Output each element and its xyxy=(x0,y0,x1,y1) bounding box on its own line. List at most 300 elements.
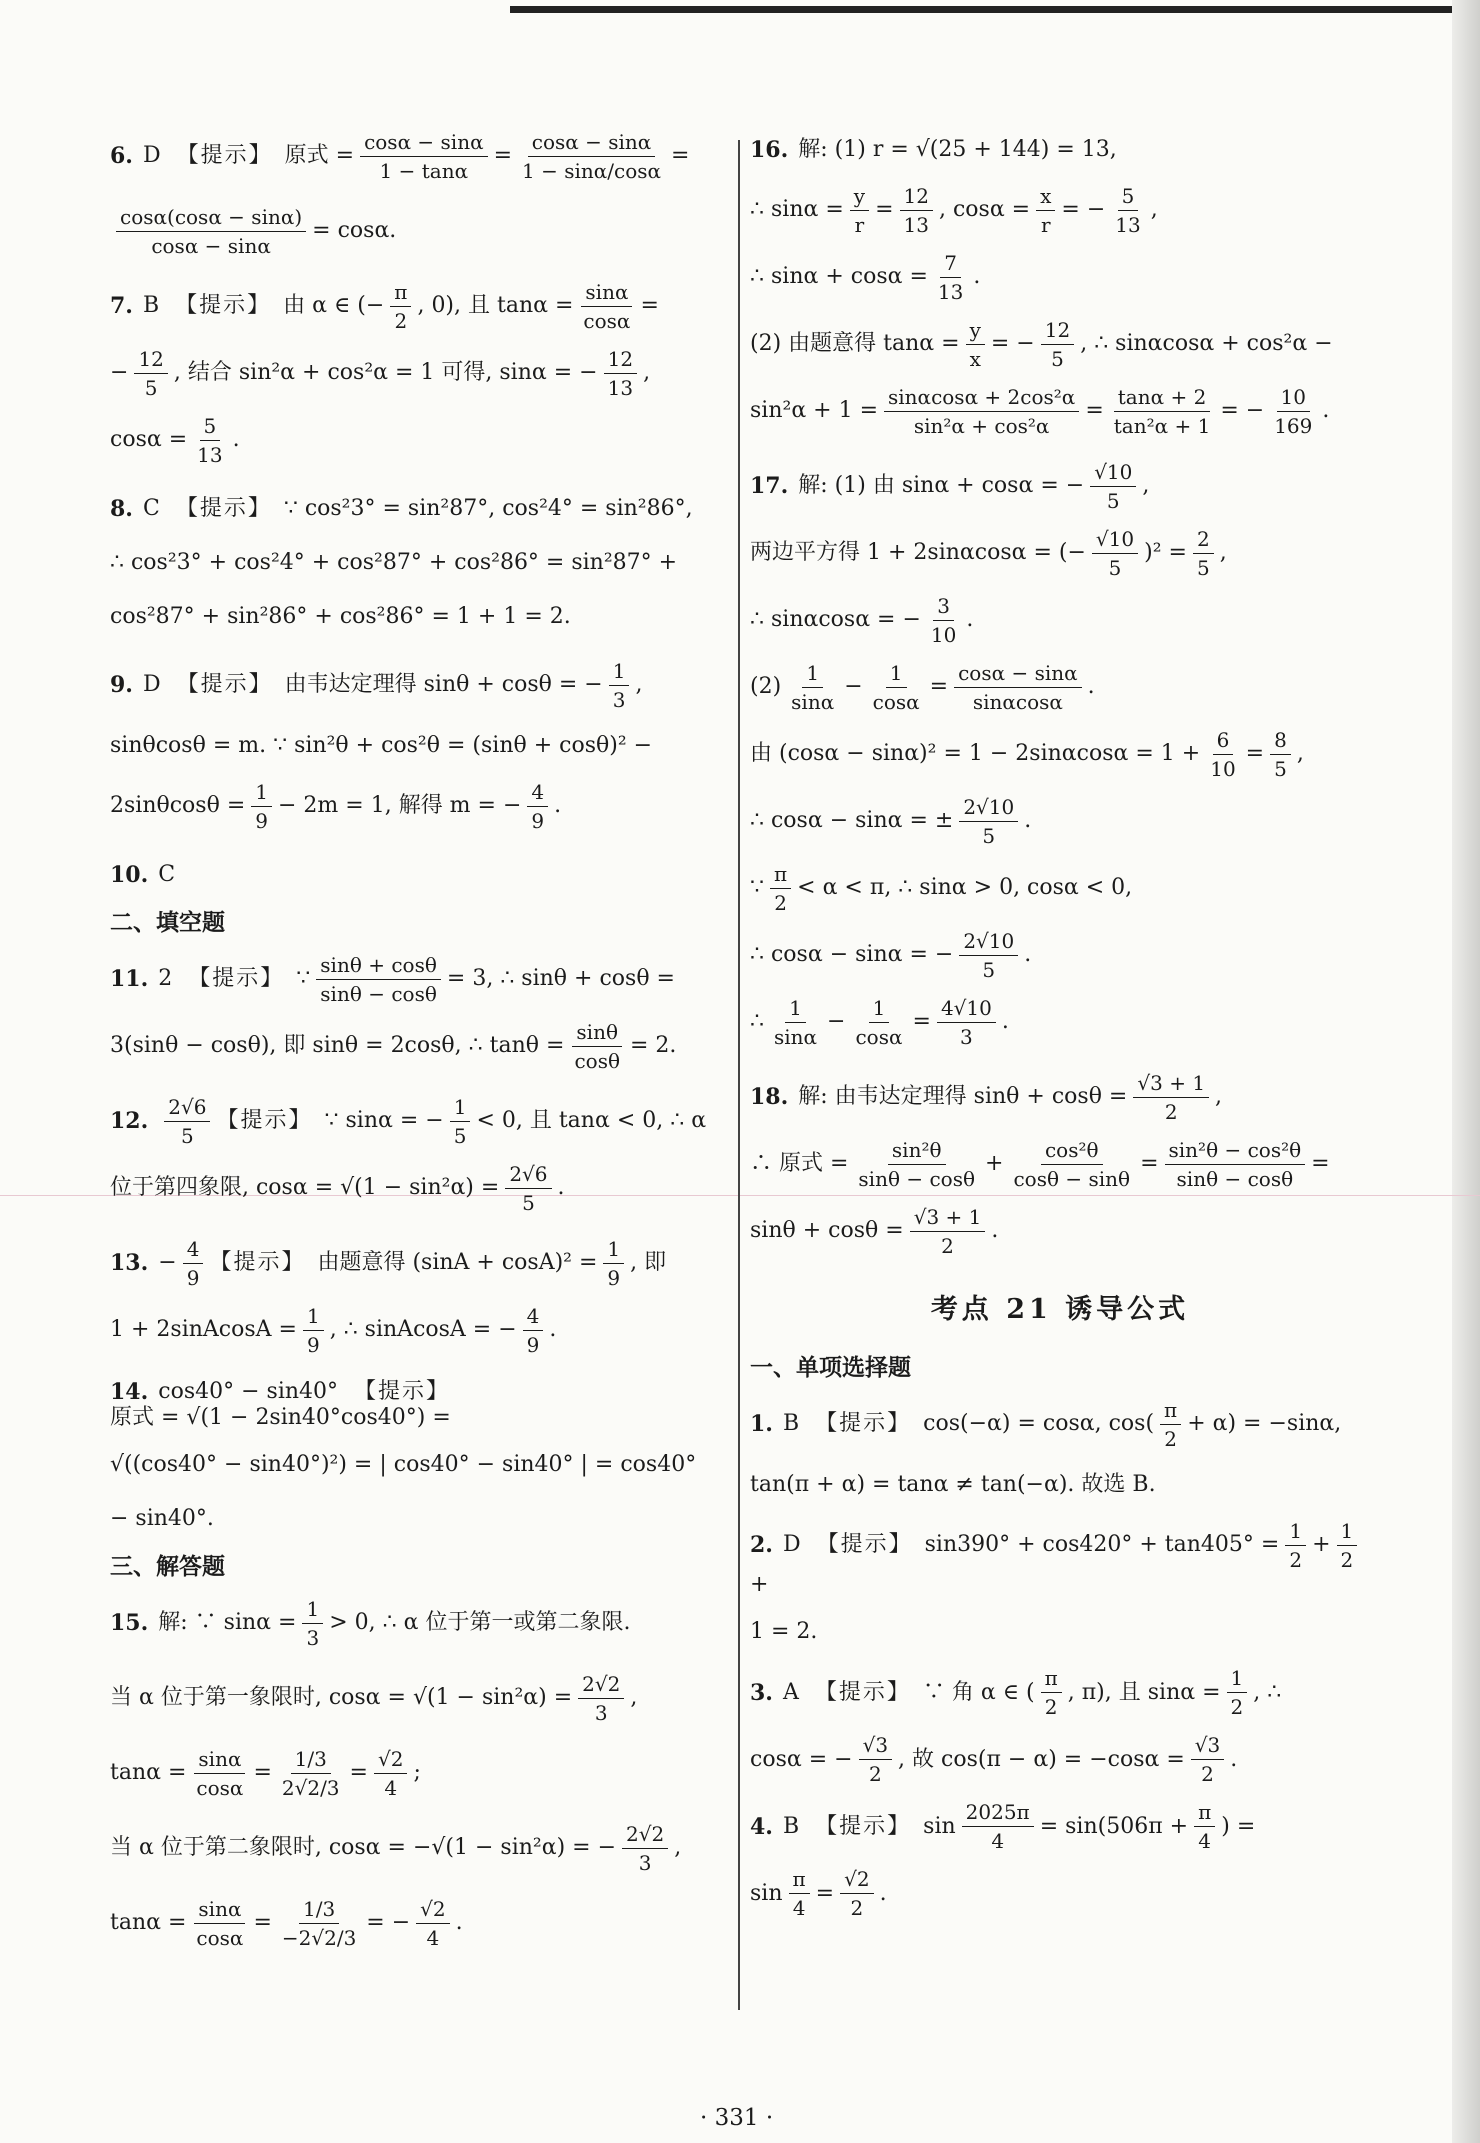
hint-label: 【提示】 xyxy=(175,495,272,521)
fraction xyxy=(1041,318,1074,371)
math-text: ∴ cos²3° + cos²4° + cos²87° + cos²86° = sin²87° + xyxy=(110,549,678,575)
choice-question-3 xyxy=(750,1666,1370,1719)
page-edge-shadow xyxy=(1452,0,1480,2143)
denominator: cosθ − sinθ xyxy=(1013,1167,1131,1191)
question-17-cont8 xyxy=(750,996,1370,1049)
math-text: + xyxy=(750,1571,769,1597)
fraction xyxy=(1092,527,1138,580)
numerator: 5 xyxy=(200,414,221,441)
denominator: 2 xyxy=(1340,1547,1354,1572)
section-heading: 二、填空题 xyxy=(110,909,225,936)
numerator: π xyxy=(770,862,791,889)
denominator: sinα xyxy=(774,1025,818,1049)
answer-choice: B xyxy=(782,1813,800,1839)
fraction xyxy=(604,347,637,400)
math-text: √((cos40° − sin40°)²) = | cos40° − sin40° | = cos40° xyxy=(110,1452,697,1478)
math-text: ∴ sinαcosα = − xyxy=(750,607,921,633)
numerator: sinαcosα + 2cos²α xyxy=(884,385,1079,412)
math-text: , xyxy=(635,672,643,698)
question-6 xyxy=(110,130,730,183)
question-14-cont2 xyxy=(110,1499,730,1539)
math-text: − sin40°. xyxy=(110,1506,214,1532)
question-number: 4. xyxy=(750,1813,773,1840)
fraction xyxy=(360,130,488,183)
question-8-cont2 xyxy=(110,597,730,637)
numerator: sinα xyxy=(581,280,632,307)
denominator: 5 xyxy=(144,376,158,400)
denominator: 4 xyxy=(991,1829,1005,1854)
math-text: . xyxy=(966,607,974,633)
numerator: sinθ + cosθ xyxy=(316,953,441,980)
math-text: tan(π + α) = tanα ≠ tan(−α). 故选 B. xyxy=(750,1471,1156,1497)
question-17-cont6 xyxy=(750,862,1370,915)
denominator: cosα xyxy=(196,1775,244,1800)
math-text: , cosα = xyxy=(938,197,1031,223)
math-text: > 0, ∴ α 位于第一或第二象限. xyxy=(329,1610,631,1636)
denominator: 3 xyxy=(612,688,626,712)
fraction xyxy=(1337,1519,1358,1572)
math-text: sinθ + cosθ = xyxy=(750,1218,904,1244)
numerator: 1 xyxy=(609,659,630,686)
answer-fraction xyxy=(183,1237,204,1290)
hint-label: 【提示】 xyxy=(175,293,272,319)
fraction xyxy=(303,1304,324,1357)
math-text: < 0, 且 tanα < 0, ∴ α xyxy=(476,1107,707,1133)
numerator: 7 xyxy=(940,251,961,278)
fraction xyxy=(959,795,1018,848)
question-9 xyxy=(110,659,730,712)
answer-choice: B xyxy=(782,1411,800,1437)
fraction xyxy=(578,1672,624,1725)
denominator: 2√2/3 xyxy=(281,1775,340,1800)
math-text: sin xyxy=(923,1813,956,1839)
question-number: 1. xyxy=(750,1411,773,1438)
math-text: , xyxy=(643,360,651,386)
question-14-cont xyxy=(110,1445,730,1485)
numerator: 1 xyxy=(785,996,806,1023)
choice-question-4 xyxy=(750,1800,1370,1853)
fraction xyxy=(505,1162,551,1215)
math-text: = xyxy=(1311,1151,1330,1177)
denominator: 1 − sinα/cosα xyxy=(522,159,662,183)
math-text: . xyxy=(455,1910,463,1936)
numerator: 2√2 xyxy=(578,1672,624,1699)
question-16-cont4 xyxy=(750,385,1370,438)
fraction xyxy=(390,280,411,333)
numerator: y xyxy=(966,318,985,345)
question-11 xyxy=(110,953,730,1006)
fraction xyxy=(962,1800,1034,1853)
math-text: , 故 cos(π − α) = −cosα = xyxy=(898,1746,1185,1772)
math-text: 当 α 位于第二象限时, cosα = −√(1 − sin²α) = − xyxy=(110,1835,617,1861)
numerator: 1 xyxy=(802,661,823,688)
numerator: 12 xyxy=(1041,318,1074,345)
question-9-cont xyxy=(110,726,730,766)
question-17-cont5 xyxy=(750,795,1370,848)
fraction xyxy=(869,661,924,714)
fraction xyxy=(1191,1733,1224,1786)
question-13 xyxy=(110,1237,730,1290)
denominator: sinθ − cosθ xyxy=(858,1167,976,1191)
math-text: ∵ xyxy=(750,875,764,901)
math-text: sin390° + cos420° + tan405° = xyxy=(924,1532,1280,1558)
denominator: sinα xyxy=(791,690,835,714)
fraction xyxy=(278,1747,344,1800)
answer-choice: D xyxy=(142,672,161,698)
column-divider xyxy=(738,140,740,2010)
denominator: 4 xyxy=(1198,1829,1212,1854)
fraction xyxy=(1009,1138,1134,1191)
answer-choice: B xyxy=(142,293,160,319)
numerator: sinα xyxy=(194,1897,245,1924)
denominator: 13 xyxy=(607,376,634,400)
fraction xyxy=(934,251,967,304)
math-text: = xyxy=(1085,398,1104,424)
question-number: 8. xyxy=(110,495,133,522)
denominator: 9 xyxy=(255,809,268,833)
page-number: · 331 · xyxy=(700,2105,774,2131)
denominator: 10 xyxy=(930,623,957,647)
numerator: 2√6 xyxy=(505,1162,551,1189)
numerator: 4 xyxy=(527,780,548,807)
question-18 xyxy=(750,1071,1370,1124)
fraction xyxy=(1036,184,1055,237)
fraction xyxy=(518,130,665,183)
fraction xyxy=(966,318,985,371)
fraction xyxy=(854,1138,979,1191)
fraction xyxy=(416,1897,449,1950)
question-number: 13. xyxy=(110,1249,149,1276)
numerator: √2 xyxy=(416,1897,449,1924)
fraction xyxy=(609,659,630,712)
numerator: √3 xyxy=(1191,1733,1224,1760)
hint-label: 【提示】 xyxy=(354,1378,451,1404)
fraction xyxy=(787,661,838,714)
math-text: . xyxy=(549,1316,557,1342)
denominator: cosθ xyxy=(574,1048,620,1073)
question-number: 11. xyxy=(110,965,149,992)
math-text: , xyxy=(630,1685,638,1711)
question-number: 2. xyxy=(750,1532,773,1559)
math-text: cos²87° + sin²86° + cos²86° = 1 + 1 = 2. xyxy=(110,603,571,629)
numerator: cos²θ xyxy=(1041,1138,1103,1165)
math-text: − xyxy=(827,1009,846,1035)
question-number: 16. xyxy=(750,136,789,163)
math-text: = − xyxy=(1061,197,1106,223)
numerator: cosα − sinα xyxy=(360,130,488,157)
fraction xyxy=(770,862,791,915)
scan-top-bar xyxy=(510,6,1480,13)
numerator: 6 xyxy=(1213,728,1234,755)
numerator: cosα(cosα − sinα) xyxy=(116,205,306,232)
denominator: 5 xyxy=(522,1190,535,1215)
numerator: 1 xyxy=(303,1304,324,1331)
denominator: 2 xyxy=(1164,1100,1178,1124)
denominator: 3 xyxy=(594,1700,608,1725)
answer-value: 2 xyxy=(158,965,173,991)
fraction xyxy=(840,1867,873,1920)
math-text: , ∴ sinAcosA = − xyxy=(329,1316,517,1342)
question-number: 7. xyxy=(110,293,133,320)
question-number: 12. xyxy=(110,1107,149,1134)
numerator: 1 xyxy=(251,780,272,807)
question-15-cont4 xyxy=(110,1897,730,1950)
fraction xyxy=(251,780,272,833)
numerator: √3 xyxy=(859,1733,892,1760)
math-text: < α < π, ∴ sinα > 0, cosα < 0, xyxy=(797,875,1133,901)
denominator: 13 xyxy=(937,280,964,304)
denominator: 3 xyxy=(638,1850,652,1875)
math-text: ∴ sinα + cosα = xyxy=(750,264,928,290)
hint-label: 【提示】 xyxy=(816,1532,913,1558)
math-text: . xyxy=(557,1174,565,1200)
math-text: . xyxy=(1087,674,1095,700)
question-12-cont xyxy=(110,1162,730,1215)
numerator: π xyxy=(390,280,411,307)
math-text: 由 (cosα − sinα)² = 1 − 2sinαcosα = 1 + xyxy=(750,741,1201,767)
fraction xyxy=(134,347,167,400)
math-text: ∴ cosα − sinα = − xyxy=(750,942,954,968)
math-text: ∴ 原式 = xyxy=(750,1151,849,1177)
numerator: √3 + 1 xyxy=(1133,1071,1209,1098)
denominator: x xyxy=(969,347,981,371)
numerator: 4 xyxy=(183,1237,204,1264)
math-text: ∴ xyxy=(750,1009,764,1035)
question-14 xyxy=(110,1379,730,1432)
denominator: 5 xyxy=(1108,556,1122,580)
math-text: 解: ∵ sinα = xyxy=(158,1610,297,1636)
math-text: = − xyxy=(1220,398,1265,424)
math-text: 由题意得 (sinA + cosA)² = xyxy=(317,1249,598,1275)
question-15 xyxy=(110,1597,730,1650)
denominator: 4 xyxy=(792,1896,806,1921)
denominator: 13 xyxy=(903,213,929,237)
question-15-cont3 xyxy=(110,1822,730,1875)
fraction xyxy=(1206,728,1239,781)
numerator: 1 xyxy=(1337,1519,1358,1546)
question-17-cont7 xyxy=(750,929,1370,982)
math-text: 解: 由韦达定理得 sinθ + cosθ = xyxy=(798,1084,1128,1110)
fraction xyxy=(1133,1071,1209,1124)
numerator: √2 xyxy=(374,1747,407,1774)
fraction xyxy=(603,1237,624,1290)
denominator: 5 xyxy=(1274,757,1287,781)
choice-question-2 xyxy=(750,1519,1370,1598)
question-17-cont4 xyxy=(750,728,1370,781)
math-text: = xyxy=(349,1760,368,1786)
math-text: , ∴ xyxy=(1253,1679,1282,1705)
fraction xyxy=(1227,1666,1248,1719)
math-text: . xyxy=(554,793,562,819)
denominator: 5 xyxy=(982,958,996,982)
math-text: sinθcosθ = m. ∵ sin²θ + cos²θ = (sinθ + cosθ)² − xyxy=(110,732,653,758)
denominator: sinθ − cosθ xyxy=(320,981,437,1006)
fraction xyxy=(954,661,1082,714)
math-text: )² = xyxy=(1144,540,1187,566)
denominator: 2 xyxy=(868,1762,882,1787)
math-text: 1 + 2sinAcosA = xyxy=(110,1316,297,1342)
denominator: cosα xyxy=(872,690,920,714)
math-text: = 3, ∴ sinθ + cosθ = xyxy=(446,965,675,991)
fraction xyxy=(450,1095,471,1148)
math-text: , π), 且 sinα = xyxy=(1067,1679,1221,1705)
question-7-cont2 xyxy=(110,414,730,467)
denominator: 9 xyxy=(531,809,545,833)
hint-label: 【提示】 xyxy=(176,672,273,698)
denominator: 9 xyxy=(607,1265,621,1290)
math-text: ∵ sinα = − xyxy=(324,1107,444,1133)
choice-question-4-cont xyxy=(750,1867,1370,1920)
question-18-cont xyxy=(750,1138,1370,1191)
fraction xyxy=(316,953,441,1006)
denominator: sinαcosα xyxy=(972,690,1063,714)
denominator: tan²α + 1 xyxy=(1113,414,1211,438)
numerator: 1 xyxy=(450,1095,471,1122)
math-text: 原式 = √(1 − 2sin40°cos40°) = xyxy=(110,1404,451,1430)
denominator: 2 xyxy=(1164,1426,1177,1451)
math-text: 由 α ∈ (− xyxy=(283,293,385,319)
math-text: = xyxy=(929,674,949,700)
numerator: cosα − sinα xyxy=(528,130,656,157)
math-text: , xyxy=(1296,741,1304,767)
denominator: 169 xyxy=(1274,414,1313,438)
question-number: 17. xyxy=(750,473,789,500)
math-text: , xyxy=(1150,197,1158,223)
math-text: = − xyxy=(990,331,1035,357)
math-text: , xyxy=(1142,473,1150,499)
math-text: ) = xyxy=(1221,1813,1256,1839)
question-17 xyxy=(750,460,1370,513)
fraction xyxy=(570,1020,624,1073)
numerator: 1 xyxy=(1227,1666,1248,1693)
question-15-cont2 xyxy=(110,1747,730,1800)
denominator: 9 xyxy=(306,1332,320,1357)
numerator: π xyxy=(789,1867,810,1894)
fraction xyxy=(523,1304,544,1357)
denominator: 5 xyxy=(982,824,996,848)
numerator: 1 xyxy=(886,661,907,688)
fraction xyxy=(1193,527,1214,580)
question-13-cont xyxy=(110,1304,730,1357)
numerator: 4 xyxy=(523,1304,544,1331)
question-number: 15. xyxy=(110,1610,149,1637)
math-text: . xyxy=(1322,398,1330,424)
numerator: y xyxy=(850,184,869,211)
fraction xyxy=(193,414,226,467)
math-text: , 即 xyxy=(630,1249,667,1275)
numerator: √3 + 1 xyxy=(910,1205,986,1232)
numerator: 1 xyxy=(1285,1519,1306,1546)
math-text: = xyxy=(493,143,513,169)
math-text: 两边平方得 1 + 2sinαcosα = (− xyxy=(750,540,1086,566)
math-text: = xyxy=(875,197,894,223)
math-text: ∵ cos²3° = sin²87°, cos²4° = sin²86°, xyxy=(283,495,693,521)
question-number: 18. xyxy=(750,1084,789,1111)
math-text: = cosα. xyxy=(312,218,397,244)
numerator: 1 xyxy=(302,1597,323,1624)
question-16 xyxy=(750,130,1370,170)
denominator: sinθ − cosθ xyxy=(1176,1167,1294,1191)
math-text: . xyxy=(1230,1746,1238,1772)
math-text: sin xyxy=(750,1880,783,1906)
math-text: . xyxy=(1024,942,1032,968)
question-17-cont3 xyxy=(750,661,1370,714)
numerator: π xyxy=(1194,1800,1215,1827)
denominator: 4 xyxy=(384,1775,398,1800)
numerator: 2√2 xyxy=(622,1822,668,1849)
math-text: − xyxy=(844,674,863,700)
math-text: , 结合 sin²α + cos²α = 1 可得, sinα = − xyxy=(173,360,598,386)
denominator: 2 xyxy=(1230,1695,1244,1720)
numerator: 1/3 xyxy=(299,1897,339,1924)
question-12 xyxy=(110,1095,730,1148)
numerator: 1 xyxy=(603,1237,624,1264)
math-text: + xyxy=(1312,1532,1331,1558)
denominator: 13 xyxy=(197,443,223,467)
answer-choice: C xyxy=(158,861,176,887)
question-9-cont2 xyxy=(110,780,730,833)
question-16-cont3 xyxy=(750,318,1370,371)
numerator: √10 xyxy=(1090,460,1136,487)
denominator: 3 xyxy=(306,1625,320,1650)
denominator: 2 xyxy=(774,891,787,915)
denominator: cosα xyxy=(583,309,631,333)
math-text: , xyxy=(674,1835,682,1861)
question-16-cont xyxy=(750,184,1370,237)
math-text: = xyxy=(671,143,690,169)
math-text: , ∴ sinαcosα + cos²α − xyxy=(1080,331,1333,357)
math-text: ∵ 角 α ∈ ( xyxy=(922,1679,1035,1705)
math-text: + xyxy=(985,1151,1004,1177)
section-heading: 一、单项选择题 xyxy=(750,1354,911,1382)
math-text: 由韦达定理得 sinθ + cosθ = − xyxy=(284,672,603,698)
fraction xyxy=(1165,1138,1306,1191)
hint-label: 【提示】 xyxy=(815,1411,912,1437)
fraction xyxy=(937,996,996,1049)
math-text: . xyxy=(1001,1009,1009,1035)
math-text: 解: (1) 由 sinα + cosα = − xyxy=(798,473,1085,499)
numerator: 4√10 xyxy=(937,996,996,1023)
fraction xyxy=(1285,1519,1306,1572)
fraction xyxy=(192,1897,247,1950)
answer-choice: A xyxy=(782,1679,799,1705)
fraction xyxy=(1041,1666,1062,1719)
fraction xyxy=(1160,1398,1181,1451)
section-heading: 三、解答题 xyxy=(110,1553,225,1581)
numerator: sin²θ − cos²θ xyxy=(1165,1138,1306,1165)
math-text: tanα = xyxy=(110,1760,187,1786)
denominator: 2 xyxy=(850,1896,864,1921)
fraction xyxy=(859,1733,892,1786)
math-text: 当 α 位于第一象限时, cosα = √(1 − sin²α) = xyxy=(110,1685,573,1711)
denominator: cosα − sinα xyxy=(151,234,271,258)
numerator: x xyxy=(1036,184,1055,211)
numerator: 2 xyxy=(1193,527,1214,554)
hint-label: 【提示】 xyxy=(188,965,285,991)
numerator: 1/3 xyxy=(291,1747,331,1774)
fraction xyxy=(1090,460,1136,513)
math-text: 解: (1) r = √(25 + 144) = 13, xyxy=(798,136,1117,162)
denominator: 2 xyxy=(394,309,408,333)
choice-question-2-cont xyxy=(750,1612,1370,1652)
math-text: ∴ sinα = xyxy=(750,197,844,223)
math-text: 1 = 2. xyxy=(750,1619,818,1645)
question-8 xyxy=(110,489,730,529)
left-column xyxy=(110,130,730,1972)
fraction xyxy=(622,1822,668,1875)
math-text: = xyxy=(253,1910,272,1936)
answer-choice: C xyxy=(142,495,160,521)
